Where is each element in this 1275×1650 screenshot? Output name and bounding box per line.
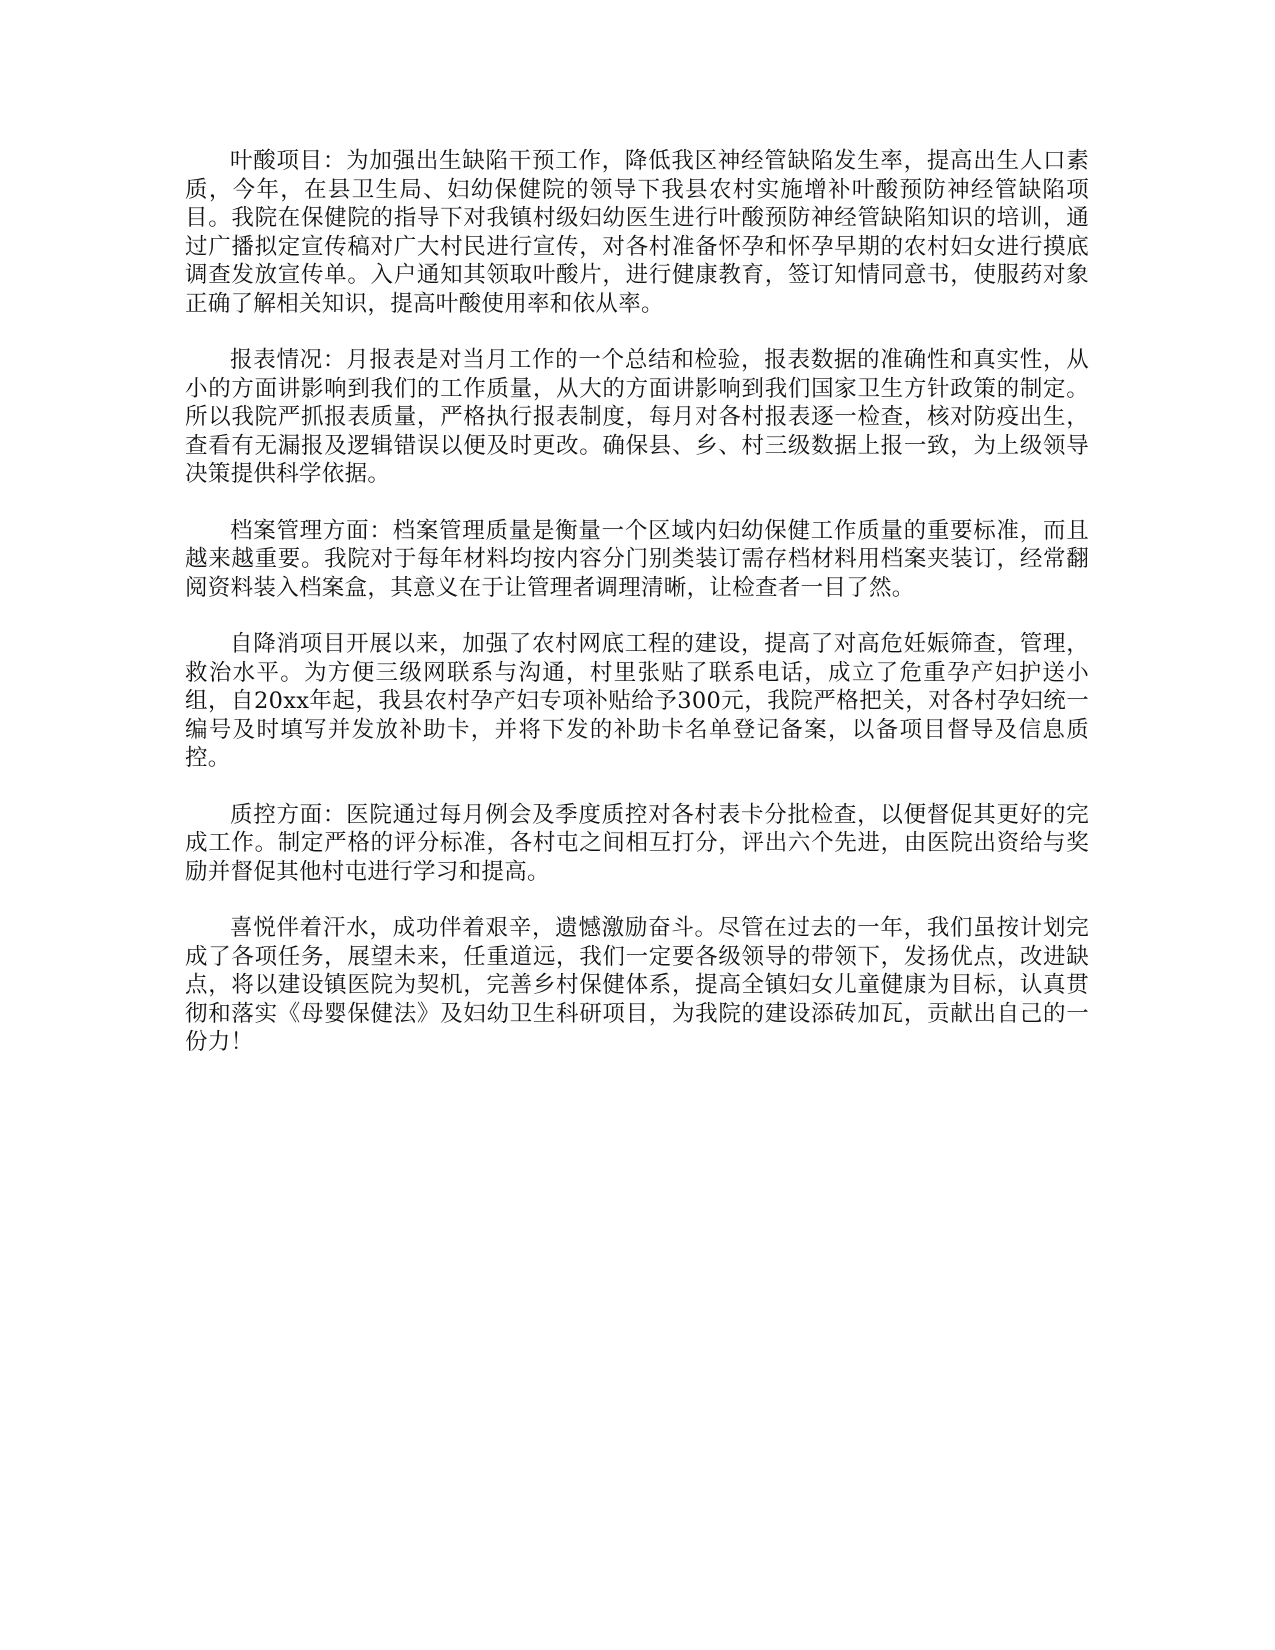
paragraph-archive-management: 档案管理方面：档案管理质量是衡量一个区域内妇幼保健工作质量的重要标准，而且越来越重要。我院对于每年材料均按内容分门别类装订需存档材料用档案夹装订，经常翻阅资料装入档案盒，其意义在于让管理者调理清晰，让检查者一目了然。 [185, 517, 1089, 601]
document-body [185, 147, 1089, 1085]
paragraph-quality-control: 质控方面：医院通过每月例会及季度质控对各村表卡分批检查，以便督促其更好的完成工作。制定严格的评分标准，各村屯之间相互打分，评出六个先进，由医院出资给与奖励并督促其他村屯进行学习和提高。 [185, 801, 1089, 885]
paragraph-mortality-reduction-project: 自降消项目开展以来，加强了农村网底工程的建设，提高了对高危妊娠筛查，管理，救治水平。为方便三级网联系与沟通，村里张贴了联系电话，成立了危重孕产妇护送小组，自20xx年起，我县农村孕产妇专项补贴给予300元，我院严格把关，对各村孕妇统一编号及时填写并发放补助卡，并将下发的补助卡名单登记备案，以备项目督导及信息质控。 [185, 631, 1089, 771]
paragraph-conclusion: 喜悦伴着汗水，成功伴着艰辛，遗憾激励奋斗。尽管在过去的一年，我们虽按计划完成了各项任务，展望未来，任重道远，我们一定要各级领导的带领下，发扬优点，改进缺点，将以建设镇医院为契机，完善乡村保健体系，提高全镇妇女儿童健康为目标，认真贯彻和落实《母婴保健法》及妇幼卫生科研项目，为我院的建设添砖加瓦，贡献出自己的一份力！ [185, 915, 1089, 1055]
paragraph-folic-acid-project: 叶酸项目：为加强出生缺陷干预工作，降低我区神经管缺陷发生率，提高出生人口素质，今年，在县卫生局、妇幼保健院的领导下我县农村实施增补叶酸预防神经管缺陷项目。我院在保健院的指导下对我镇村级妇幼医生进行叶酸预防神经管缺陷知识的培训，通过广播拟定宣传稿对广大村民进行宣传，对各村准备怀孕和怀孕早期的农村妇女进行摸底调查发放宣传单。入户通知其领取叶酸片，进行健康教育，签订知情同意书，使服药对象正确了解相关知识，提高叶酸使用率和依从率。 [185, 148, 1089, 317]
paragraph-report-status: 报表情况：月报表是对当月工作的一个总结和检验，报表数据的准确性和真实性，从小的方面讲影响到我们的工作质量，从大的方面讲影响到我们国家卫生方针政策的制定。所以我院严抓报表质量，严格执行报表制度，每月对各村报表逐一检查，核对防疫出生，查看有无漏报及逻辑错误以便及时更改。确保县、乡、村三级数据上报一致，为上级领导决策提供科学依据。 [185, 347, 1089, 487]
